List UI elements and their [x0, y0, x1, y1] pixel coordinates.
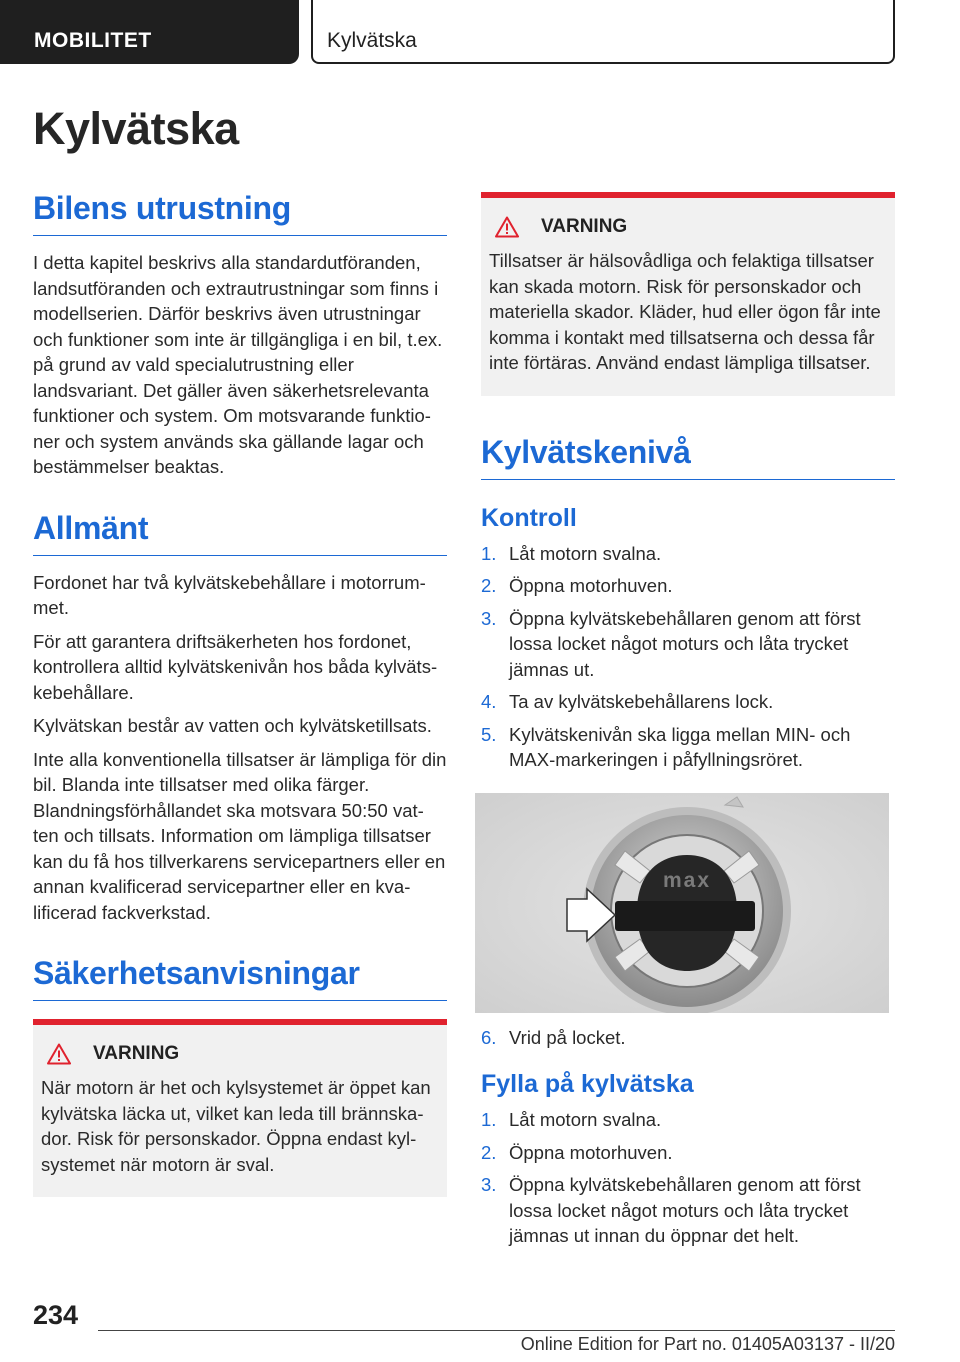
warning-header	[495, 216, 887, 238]
step-number: 1.	[481, 1109, 497, 1130]
section-bilens-utrustning	[33, 190, 447, 480]
right-column	[481, 192, 895, 1249]
heading-kontroll: Kontroll	[481, 503, 577, 532]
warning-label: VARNING	[541, 216, 628, 237]
step-text: Låt motorn svalna.	[509, 1109, 662, 1130]
step-text: Ta av kylvätskebehållarens lock.	[509, 691, 774, 712]
step-text: Kylvätskenivån ska ligga mellan MIN- och MAX-markeringen i påfyllningsröret.	[509, 723, 851, 770]
list-item	[481, 1140, 895, 1166]
paragraph: I detta kapitel beskrivs alla standardutföranden, landsutföranden och extrautrustningar som finns i modellserien. Därför beskrivs även utrustningar och funktioner som inte är tillgängliga i en bil, t.ex. på grund av vald specialutrustning eller landsvariant. Det gäller även säkerhetsrelevanta funktioner och system. Om motsvarande funktio-ner och system används ska gällande lagar och bestämmelser beaktas.	[33, 252, 443, 477]
step-number: 5.	[481, 723, 497, 745]
fylla-steps	[481, 1107, 895, 1249]
list-item	[481, 722, 895, 773]
max-label: max	[662, 868, 712, 892]
list-item	[481, 606, 895, 683]
heading-fylla-pa: Fylla på kylvätska	[481, 1070, 694, 1098]
warning-label: VARNING	[93, 1043, 180, 1064]
step-text: Öppna kylvätskebehållaren genom att först lossa locket något moturs och låta trycket jämnas ut innan du öppnar det helt.	[509, 1174, 861, 1246]
step-number: 1.	[481, 542, 497, 564]
step-text: Vrid på locket.	[509, 1026, 626, 1048]
page-title: Kylvätska	[33, 103, 239, 154]
step-number: 2.	[481, 1141, 497, 1163]
coolant-level-figure	[475, 793, 889, 1013]
heading-allmant: Allmänt	[33, 510, 447, 556]
section-tab: MOBILITET	[0, 0, 299, 64]
paragraph: Inte alla konventionella tillsatser är lämpliga för din bil. Blanda inte tillsatser med olika färger. Blandningsförhållandet ska motsvara 50:50 vat-ten och tillsats. Information om lämpliga tillsatser kan du få hos tillverkarens servicepartners eller en annan kvalificerad servicepartner eller en kva-lificerad fackverkstad.	[33, 748, 447, 923]
step-text: Öppna motorhuven.	[509, 1141, 673, 1163]
kontroll-steps	[481, 541, 895, 773]
heading-bilens-utrustning: Bilens utrustning	[33, 190, 447, 236]
footer-edition: Online Edition for Part no. 01405A03137 - II/20	[520, 1334, 895, 1354]
list-item	[481, 689, 895, 715]
page-header	[0, 0, 960, 66]
step-number: 6.	[481, 1026, 497, 1048]
step-text: Öppna kylvätskebehållaren genom att först lossa locket något moturs och låta trycket jämnas ut.	[509, 607, 861, 680]
topic-tab: Kylvätska	[311, 0, 895, 64]
step-text: Låt motorn svalna.	[509, 542, 662, 564]
list-item	[481, 1025, 895, 1051]
warning-box	[481, 192, 895, 396]
kontroll-steps-continued	[481, 1025, 895, 1051]
step-text: Öppna motorhuven.	[509, 575, 673, 596]
page-number: 234	[33, 1300, 79, 1330]
step-number: 3.	[481, 607, 497, 629]
list-item	[481, 1172, 895, 1249]
step-number: 2.	[481, 575, 497, 596]
section-kylvatskeniva	[481, 434, 895, 1249]
section-sakerhetsanvisningar	[33, 955, 447, 1197]
step-number: 3.	[481, 1174, 497, 1195]
warning-text: När motorn är het och kylsystemet är öppet kan kylvätska läcka ut, vilket kan leda till brännska-dor. Risk för personskador. Öppna endast kyl-systemet när motorn är sval.	[41, 1077, 431, 1175]
warning-triangle-icon	[47, 1043, 71, 1065]
list-item	[481, 541, 895, 567]
warning-box	[33, 1019, 447, 1197]
footer-divider	[98, 1330, 895, 1331]
warning-header	[47, 1043, 439, 1065]
paragraph: Fordonet har två kylvätskebehållare i motorrum-met.	[33, 571, 426, 618]
step-number: 4.	[481, 691, 497, 712]
paragraph: För att garantera driftsäkerheten hos fordonet, kontrollera alltid kylvätskenivån hos båda kylväts-kebehållare.	[33, 630, 438, 703]
paragraph: Kylvätskan består av vatten och kylvätsketillsats.	[33, 715, 432, 736]
left-column	[33, 190, 447, 1197]
warning-triangle-icon	[495, 216, 519, 238]
section-allmant	[33, 510, 447, 926]
warning-text: Tillsatser är hälsovådliga och felaktiga tillsatser kan skada motorn. Risk för personskador och materiella skador. Kläder, hud eller ögon får inte komma i kontakt med tillsatserna och dessa får inte förtäras. Använd endast lämpliga tillsatser.	[489, 250, 881, 373]
heading-kylvatskeniva: Kylvätskenivå	[481, 434, 895, 480]
list-item	[481, 573, 895, 599]
heading-sakerhetsanvisningar: Säkerhetsanvisningar	[33, 955, 447, 1001]
coolant-cap-illustration	[475, 793, 889, 1013]
list-item	[481, 1107, 895, 1133]
